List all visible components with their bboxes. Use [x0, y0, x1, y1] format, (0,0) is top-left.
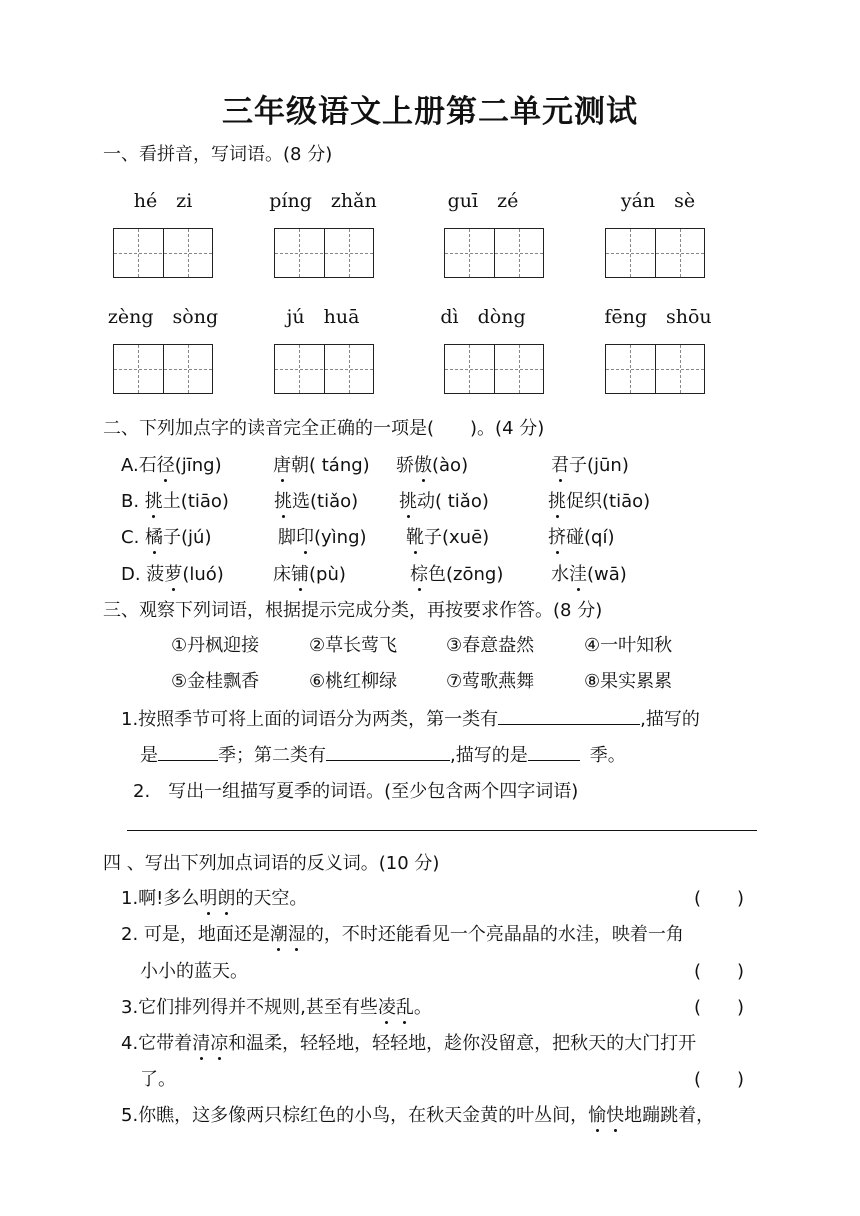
pinyin-fengshou: fēng shōu	[604, 306, 712, 328]
pinyin-zengsong: zèng sòng	[107, 306, 219, 328]
idiom-item: ⑦莺歌燕舞	[446, 671, 535, 692]
option-b-item: 挑选(tiǎo)	[274, 487, 358, 513]
writing-grid[interactable]	[605, 344, 705, 394]
idiom-item: ①丹枫迎接	[171, 635, 260, 656]
question-4-2-line2: 小小的蓝天。	[140, 961, 248, 982]
option-a-item[interactable]: A.石径(jīng)	[121, 451, 222, 477]
question-3-1-line2: 是 季；第二类有 ,描写的是 季。	[140, 741, 626, 767]
option-d-item: 水洼(wā)	[551, 560, 627, 586]
answer-paren[interactable]: ( )	[694, 961, 745, 982]
answer-blank[interactable]	[498, 706, 640, 725]
option-b-item[interactable]: B. 挑土(tiāo)	[121, 487, 229, 513]
section-3-heading: 三、观察下列词语，根据提示完成分类，再按要求作答。(8 分)	[103, 600, 603, 621]
answer-line[interactable]	[127, 830, 757, 831]
option-c-item: 靴子(xuē)	[406, 523, 489, 549]
option-a-item: 唐朝( táng)	[273, 451, 370, 477]
option-a-item: 骄傲(ào)	[396, 451, 468, 477]
option-a-item: 君子(jūn)	[551, 451, 629, 477]
section-1-heading: 一、看拼音，写词语。(8 分)	[103, 144, 333, 165]
option-c-item: 挤碰(qí)	[548, 523, 614, 549]
idiom-item: ⑤金桂飘香	[171, 671, 260, 692]
writing-grid[interactable]	[113, 344, 213, 394]
writing-grid[interactable]	[274, 228, 374, 278]
page-title: 三年级语文上册第二单元测试	[222, 94, 638, 130]
idiom-item: ⑧果实累累	[584, 671, 673, 692]
question-4-2-line1: 2. 可是，地面还是潮湿的，不时还能看见一个亮晶晶的水洼，映着一角	[121, 920, 684, 946]
section-4-heading: 四 、写出下列加点词语的反义词。(10 分)	[103, 853, 440, 874]
question-4-4-line1: 4.它带着清凉和温柔，轻轻地，轻轻地，趁你没留意，把秋天的大门打开	[121, 1029, 696, 1055]
pinyin-yanse: yán sè	[620, 190, 696, 212]
writing-grid[interactable]	[605, 228, 705, 278]
writing-grid[interactable]	[444, 228, 544, 278]
question-4-5: 5.你瞧，这多像两只棕红色的小鸟，在秋天金黄的叶丛间，愉快地蹦跳着，	[121, 1101, 714, 1127]
question-3-2: 2. 写出一组描写夏季的词语。(至少包含两个四字词语)	[133, 781, 579, 802]
answer-blank[interactable]	[528, 742, 580, 761]
question-4-1: 1.啊!多么明朗的天空。	[121, 884, 307, 910]
idiom-item: ⑥桃红柳绿	[309, 671, 398, 692]
question-3-1-line1: 1.按照季节可将上面的词语分为两类，第一类有 ,描写的	[121, 705, 700, 731]
answer-paren[interactable]: ( )	[694, 1069, 745, 1090]
pinyin-juhua: jú huā	[286, 306, 360, 328]
idiom-item: ②草长莺飞	[309, 635, 398, 656]
idiom-item: ③春意盎然	[446, 635, 535, 656]
question-4-3: 3.它们排列得并不规则,甚至有些凌乱。	[121, 993, 432, 1019]
option-d-item: 棕色(zōng)	[410, 560, 503, 586]
option-c-item[interactable]: C. 橘子(jú)	[121, 523, 211, 549]
option-c-item: 脚印(yìng)	[278, 523, 367, 549]
question-4-4-line2: 了。	[140, 1069, 176, 1090]
option-b-item: 挑促织(tiāo)	[548, 487, 650, 513]
pinyin-hezi: hé zi	[133, 190, 193, 212]
option-b-item: 挑动( tiǎo)	[399, 487, 489, 513]
pinyin-guize: guī zé	[447, 190, 519, 212]
pinyin-pingzhan: píng zhǎn	[269, 190, 377, 212]
answer-paren[interactable]: ( )	[694, 888, 745, 909]
writing-grid[interactable]	[444, 344, 544, 394]
idiom-item: ④一叶知秋	[584, 635, 673, 656]
option-d-item[interactable]: D. 菠萝(luó)	[121, 560, 224, 586]
pinyin-didong: dì dòng	[440, 306, 526, 328]
answer-blank[interactable]	[326, 742, 450, 761]
answer-blank[interactable]	[158, 742, 218, 761]
option-d-item: 床铺(pù)	[273, 560, 346, 586]
section-2-heading: 二、下列加点字的读音完全正确的一项是( )。(4 分)	[103, 418, 545, 439]
answer-paren[interactable]: ( )	[694, 997, 745, 1018]
writing-grid[interactable]	[113, 228, 213, 278]
writing-grid[interactable]	[274, 344, 374, 394]
